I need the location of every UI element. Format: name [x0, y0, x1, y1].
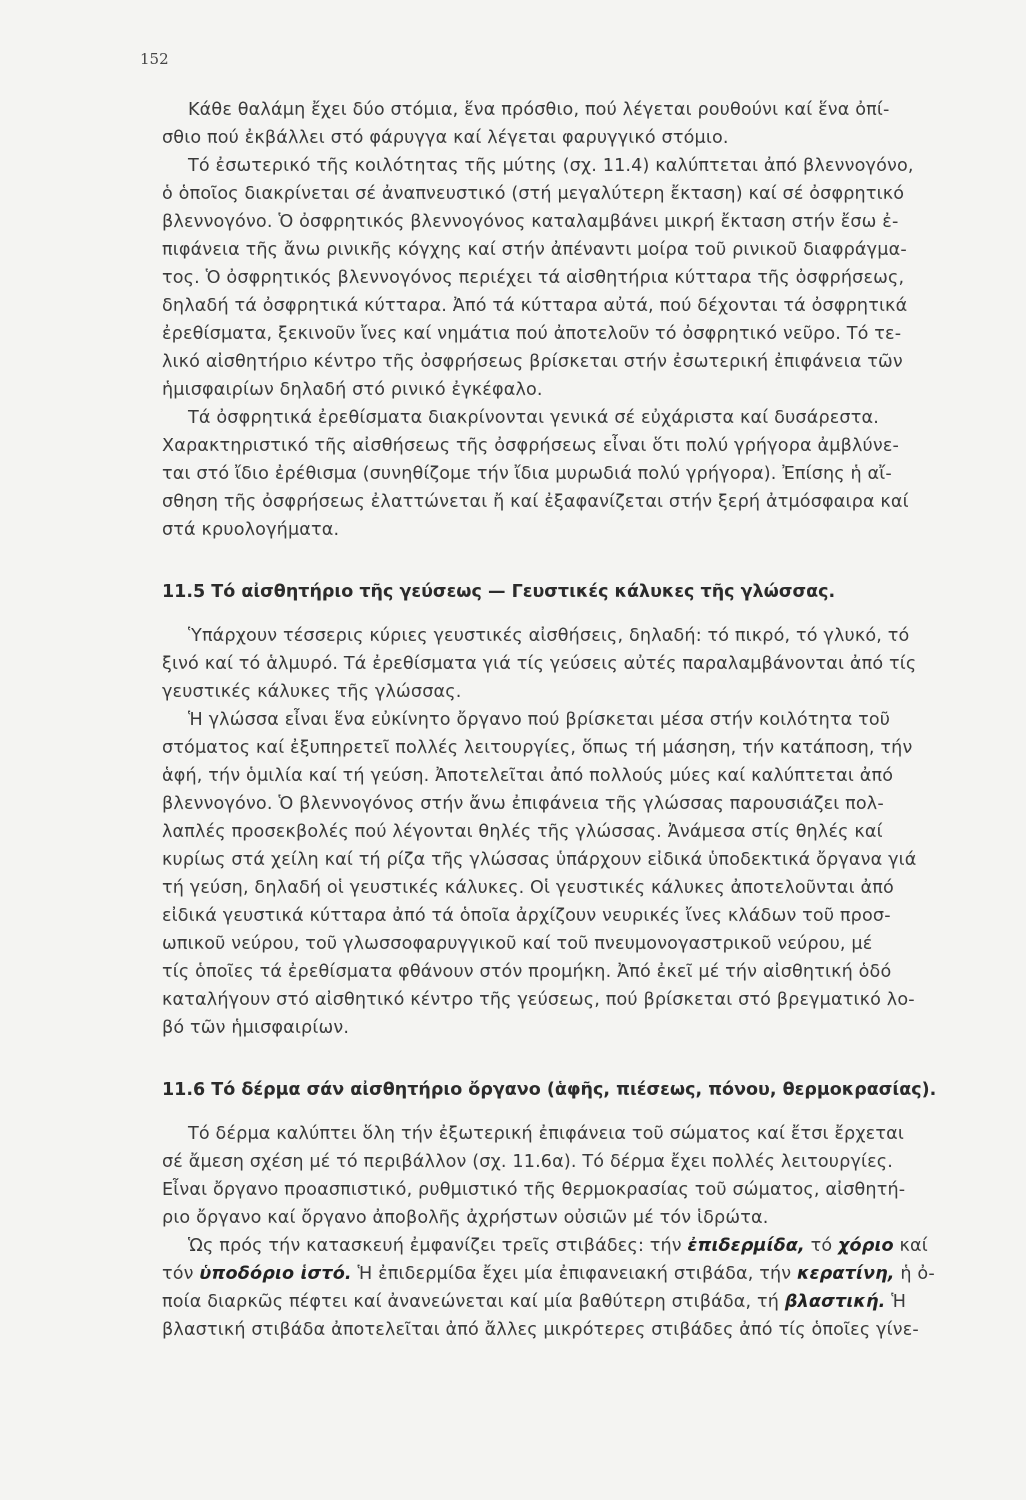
paragraph — [162, 1120, 962, 1232]
emphasized-term: κερατίνη, — [797, 1264, 895, 1284]
text-line — [162, 1288, 962, 1316]
text-run: τό — [804, 1236, 839, 1256]
text-line: Κάθε θαλάμη ἔχει δύο στόμια, ἕνα πρόσθιο, πού λέγεται ρουθούνι καί ἕνα ὀπί- — [188, 100, 890, 120]
text-line: λαπλές προσεκβολές πού λέγονται θηλές τῆς γλώσσας. Ἀνάμεσα στίς θηλές καί — [162, 822, 883, 842]
section-heading: 11.6 Τό δέρμα σάν αἰσθητήριο ὄργανο (ἁφῆς, πιέσεως, πόνου, θερμοκρασίας). — [162, 1080, 937, 1100]
text-line: σέ ἄμεση σχέση μέ τό περιβάλλον (σχ. 11.6α). Τό δέρμα ἔχει πολλές λειτουργίες. — [162, 1152, 893, 1172]
section-heading: 11.5 Τό αἰσθητήριο τῆς γεύσεως — Γευστικές κάλυκες τῆς γλώσσας. — [162, 582, 836, 602]
text-line: σθιο πού ἐκβάλλει στό φάρυγγα καί λέγεται φαρυγγικό στόμιο. — [162, 128, 729, 148]
paragraph — [162, 1232, 962, 1344]
emphasized-term: χόριο — [838, 1236, 894, 1256]
text-line: τίς ὁποῖες τά ἐρεθίσματα φθάνουν στόν προμήκη. Ἀπό ἐκεῖ μέ τήν αἰσθητική ὁδό — [162, 962, 892, 982]
text-line: λικό αἰσθητήριο κέντρο τῆς ὀσφρήσεως βρίσκεται στήν ἐσωτερική ἐπιφάνεια τῶν — [162, 352, 903, 372]
emphasized-term: βλαστική. — [784, 1292, 886, 1312]
text-line: βλαστική στιβάδα ἀποτελεῖται ἀπό ἄλλες μικρότερες στιβάδες ἀπό τίς ὁποῖες γίνε- — [162, 1320, 919, 1340]
text-line: ὁ ὁποῖος διακρίνεται σέ ἀναπνευστικό (στή μεγαλύτερη ἔκταση) καί σέ ὀσφρητικό — [162, 184, 905, 204]
text-line: Εἶναι ὄργανο προασπιστικό, ρυθμιστικό τῆς θερμοκρασίας τοῦ σώματος, αἰσθητή- — [162, 1180, 906, 1200]
text-line: δηλαδή τά ὀσφρητικά κύτταρα. Ἀπό τά κύτταρα αὐτά, πού δέχονται τά ὀσφρητικά — [162, 296, 908, 316]
text-line: εἰδικά γευστικά κύτταρα ἀπό τά ὁποῖα ἀρχίζουν νευρικές ἴνες κλάδων τοῦ προσ- — [162, 906, 891, 926]
text-run: καί — [893, 1236, 928, 1256]
text-line: βλεννογόνο. Ὁ βλεννογόνος στήν ἄνω ἐπιφάνεια τῆς γλώσσας παρουσιάζει πολ- — [162, 794, 884, 814]
paragraph — [162, 96, 962, 152]
text-line: ἁφή, τήν ὁμιλία καί τή γεύση. Ἀποτελεῖται ἀπό πολλούς μύες καί καλύπτεται ἀπό — [162, 766, 894, 786]
page-body — [162, 96, 962, 1344]
emphasized-term: ἐπιδερμίδα, — [687, 1236, 805, 1256]
text-line: στά κρυολογήματα. — [162, 520, 340, 540]
text-line: καταλήγουν στό αἰσθητικό κέντρο τῆς γεύσεως, πού βρίσκεται στό βρεγματικό λο- — [162, 990, 915, 1010]
text-line: ἐρεθίσματα, ξεκινοῦν ἴνες καί νημάτια πού ἀποτελοῦν τό ὀσφρητικό νεῦρο. Τό τε- — [162, 324, 902, 344]
text-line: ξινό καί τό ἁλμυρό. Τά ἐρεθίσματα γιά τίς γεύσεις αὐτές παραλαμβάνονται ἀπό τίς — [162, 654, 917, 674]
text-line: Ἡ γλώσσα εἶναι ἕνα εὐκίνητο ὄργανο πού βρίσκεται μέσα στήν κοιλότητα τοῦ — [188, 710, 891, 730]
text-line: ριο ὄργανο καί ὄργανο ἀποβολῆς ἀχρήστων οὐσιῶν μέ τόν ἱδρώτα. — [162, 1208, 769, 1228]
text-run: Ὡς πρός τήν κατασκευή ἐμφανίζει τρεῖς στιβάδες: τήν — [188, 1236, 688, 1256]
text-line: σθηση τῆς ὀσφρήσεως ἐλαττώνεται ἤ καί ἐξαφανίζεται στήν ξερή ἀτμόσφαιρα καί — [162, 492, 909, 512]
text-line: ωπικοῦ νεύρου, τοῦ γλωσσοφαρυγγικοῦ καί τοῦ πνευμονογαστρικοῦ νεύρου, μέ — [162, 934, 873, 954]
text-line — [162, 1260, 962, 1288]
paragraph — [162, 152, 962, 404]
text-line: Τό ἐσωτερικό τῆς κοιλότητας τῆς μύτης (σχ. 11.4) καλύπτεται ἀπό βλεννογόνο, — [188, 156, 914, 176]
text-line: στόματος καί ἐξυπηρετεῖ πολλές λειτουργίες, ὅπως τή μάσηση, τήν κατάποση, τήν — [162, 738, 913, 758]
text-line: Ὑπάρχουν τέσσερις κύριες γευστικές αἰσθήσεις, δηλαδή: τό πικρό, τό γλυκό, τό — [188, 626, 910, 646]
text-line: τος. Ὁ ὀσφρητικός βλεννογόνος περιέχει τά αἰσθητήρια κύτταρα τῆς ὀσφρήσεως, — [162, 268, 905, 288]
paragraph — [162, 622, 962, 706]
text-run: ἡ ὀ- — [894, 1264, 935, 1284]
text-run: ποία διαρκῶς πέφτει καί ἀνανεώνεται καί μία βαθύτερη στιβάδα, τή — [162, 1292, 785, 1312]
paragraph — [162, 706, 962, 1042]
paragraph — [162, 404, 962, 544]
text-line: βλεννογόνο. Ὁ ὀσφρητικός βλεννογόνος καταλαμβάνει μικρή ἔκταση στήν ἔσω ἐ- — [162, 212, 899, 232]
text-run: τόν — [162, 1264, 200, 1284]
text-line: γευστικές κάλυκες τῆς γλώσσας. — [162, 682, 462, 702]
text-line: κυρίως στά χείλη καί τή ρίζα τῆς γλώσσας ὑπάρχουν εἰδικά ὑποδεκτικά ὄργανα γιά — [162, 850, 917, 870]
text-line: πιφάνεια τῆς ἄνω ρινικῆς κόγχης καί στήν ἀπέναντι μοίρα τοῦ ρινικοῦ διαφράγμα- — [162, 240, 907, 260]
text-line: Τό δέρμα καλύπτει ὅλη τήν ἐξωτερική ἐπιφάνεια τοῦ σώματος καί ἔτσι ἔρχεται — [188, 1124, 904, 1144]
text-line: ἡμισφαιρίων δηλαδή στό ρινικό ἐγκέφαλο. — [162, 380, 543, 400]
text-line: βό τῶν ἡμισφαιρίων. — [162, 1018, 350, 1038]
emphasized-term: ὑποδόριο ἱστό. — [199, 1264, 352, 1284]
text-line — [162, 1232, 962, 1260]
text-run: Ἡ — [885, 1292, 907, 1312]
text-line: ται στό ἴδιο ἐρέθισμα (συνηθίζομε τήν ἴδια μυρωδιά πολύ γρήγορα). Ἐπίσης ἡ αἴ- — [162, 464, 892, 484]
text-line: Χαρακτηριστικό τῆς αἰσθήσεως τῆς ὀσφρήσεως εἶναι ὅτι πολύ γρήγορα ἀμβλύνε- — [162, 436, 900, 456]
text-line: τή γεύση, δηλαδή οἱ γευστικές κάλυκες. Οἱ γευστικές κάλυκες ἀποτελοῦνται ἀπό — [162, 878, 894, 898]
text-run: Ἡ ἐπιδερμίδα ἔχει μία ἐπιφανειακή στιβάδα, τήν — [351, 1264, 798, 1284]
text-line: Τά ὀσφρητικά ἐρεθίσματα διακρίνονται γενικά σέ εὐχάριστα καί δυσάρεστα. — [188, 408, 879, 428]
page-number: 152 — [140, 50, 169, 68]
